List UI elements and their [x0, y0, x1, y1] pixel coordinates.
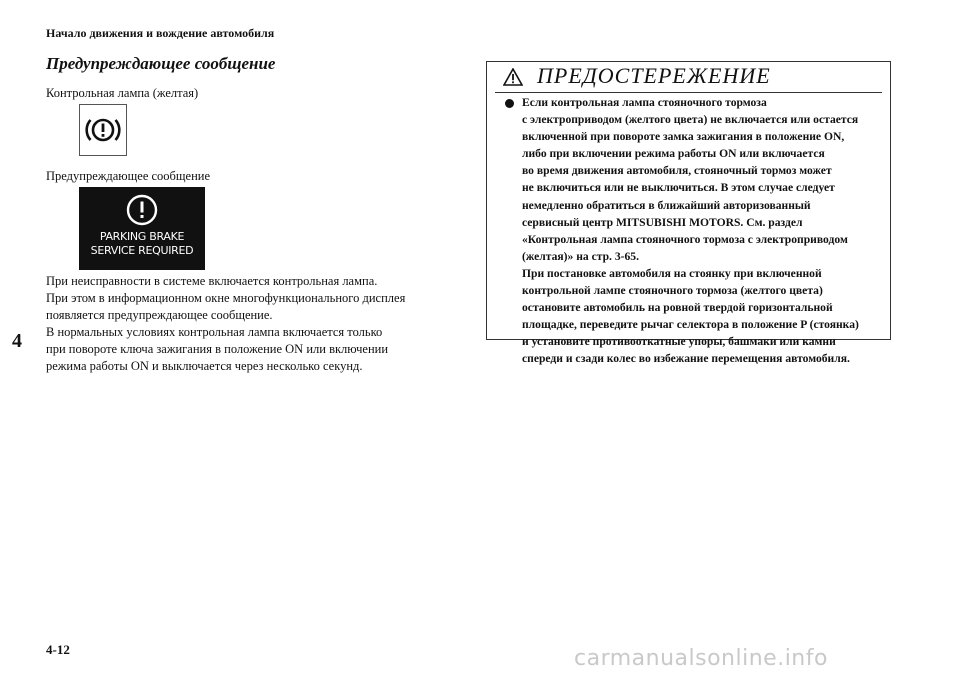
warning-text	[522, 94, 882, 368]
warning-title: ПРЕДОСТЕРЕЖЕНИЕ	[537, 63, 771, 88]
warning-triangle-icon	[503, 68, 523, 86]
warning-line: контрольной лампе стояночного тормоза (желтого цвета)	[522, 284, 823, 298]
warning-line: сервисный центр MITSUBISHI MOTORS. См. раздел	[522, 215, 803, 229]
warning-line: остановите автомобиль на ровной твердой горизонтальной	[522, 301, 833, 315]
warning-line: При постановке автомобиля на стоянку при включенной	[522, 266, 822, 280]
body-line: при повороте ключа зажигания в положение ON или включении	[46, 342, 389, 356]
body-paragraph	[46, 273, 466, 375]
exclamation-circle-icon	[125, 193, 159, 227]
body-line: При неисправности в системе включается контрольная лампа.	[46, 274, 378, 288]
warning-header	[487, 62, 890, 91]
warning-line: спереди и сзади колес во избежание перемещения автомобиля.	[522, 352, 850, 366]
message-line-1: PARKING BRAKE	[99, 230, 185, 243]
chapter-tab: 4	[0, 324, 34, 358]
watermark: carmanualsonline.info	[574, 646, 828, 671]
warning-line: «Контрольная лампа стояночного тормоза с электроприводом	[522, 232, 848, 246]
body-line: В нормальных условиях контрольная лампа включается только	[46, 325, 383, 339]
warning-line: с электроприводом (желтого цвета) не включается или остается	[522, 113, 859, 127]
warning-line: включенной при повороте замка зажигания в положение ON,	[522, 130, 845, 144]
section-title: Предупреждающее сообщение	[46, 54, 276, 73]
lamp-caption: Контрольная лампа (желтая)	[46, 86, 199, 100]
body-line: режима работы ON и выключается через несколько секунд.	[46, 359, 363, 373]
warning-line: либо при включении режима работы ON или включается	[522, 147, 825, 161]
warning-message-display	[79, 187, 205, 270]
running-header: Начало движения и вождение автомобиля	[46, 26, 275, 40]
message-line-2: SERVICE REQUIRED	[90, 244, 194, 257]
warning-line: и установите противооткатные упоры, башмаки или камни	[522, 335, 836, 349]
body-line: появляется предупреждающее сообщение.	[46, 308, 273, 322]
bullet-icon	[505, 99, 514, 108]
warning-line: (желтая)» на стр. 3-65.	[522, 249, 639, 263]
warning-line: немедленно обратиться в ближайший авторизованный	[522, 198, 811, 212]
parking-brake-warning-icon	[80, 105, 126, 155]
body-line: При этом в информационном окне многофункционального дисплея	[46, 291, 406, 305]
warning-divider	[495, 92, 882, 93]
page-number: 4-12	[46, 642, 70, 657]
warning-lamp-image	[79, 104, 127, 156]
message-caption: Предупреждающее сообщение	[46, 169, 210, 183]
warning-line: не включиться или не выключиться. В этом случае следует	[522, 181, 835, 195]
warning-box	[486, 61, 891, 366]
warning-line: площадке, переведите рычаг селектора в положение P (стоянка)	[522, 318, 859, 332]
warning-line: во время движения автомобиля, стояночный тормоз может	[522, 164, 832, 178]
warning-line: Если контрольная лампа стояночного тормоза	[522, 96, 767, 109]
